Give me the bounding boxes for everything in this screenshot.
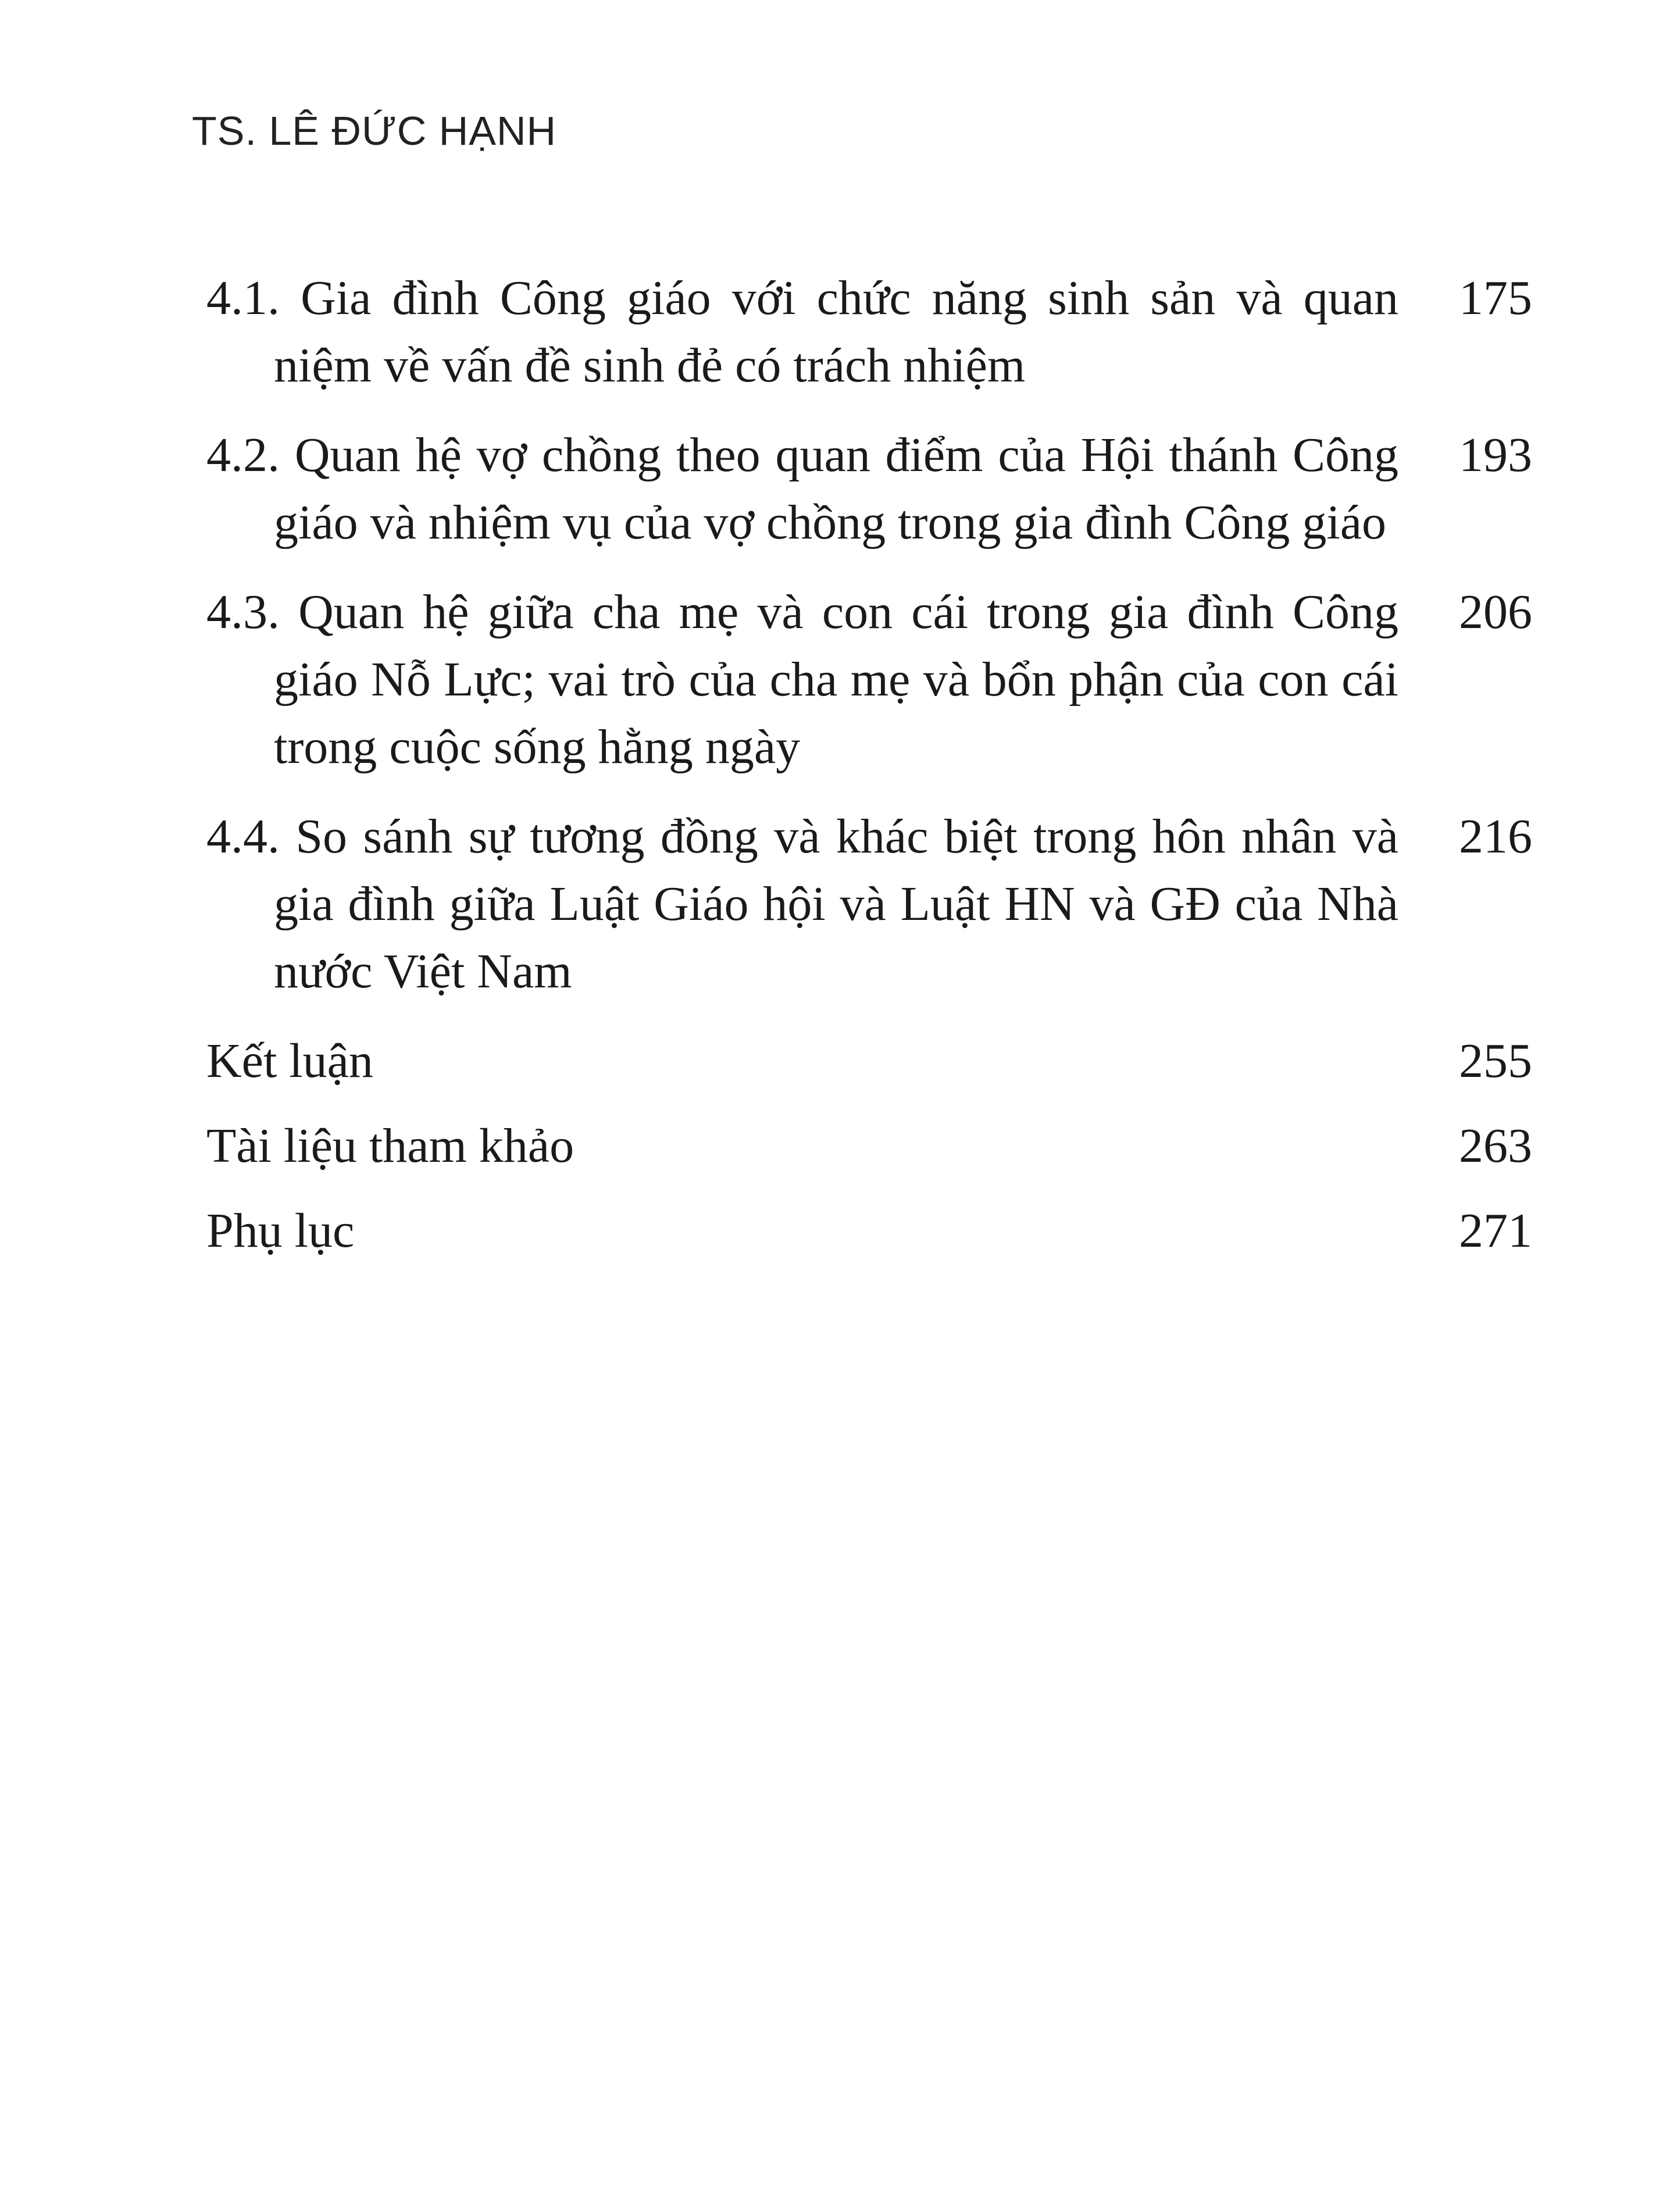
toc-entry-page: 175 [1459, 271, 1532, 325]
toc-entry [206, 265, 1532, 399]
toc-entry-page: 216 [1459, 809, 1532, 864]
toc-entry-page: 263 [1459, 1119, 1532, 1173]
toc-entry-page: 255 [1459, 1034, 1532, 1088]
table-of-contents [206, 265, 1532, 1282]
toc-entry-title: 4.4. So sánh sự tương đồng và khác biệt trong hôn nhân và gia đình giữa Luật Giáo hội và Luật HN và GĐ của Nhà nước Việt Nam [206, 809, 1398, 998]
toc-entry [206, 1197, 1532, 1265]
toc-entry-title: Tài liệu tham khảo [206, 1119, 574, 1173]
toc-entry [206, 1112, 1532, 1180]
toc-entry-page: 193 [1459, 428, 1532, 482]
toc-entry-title: 4.1. Gia đình Công giáo với chức năng sinh sản và quan niệm về vấn đề sinh đẻ có trách nhiệm [206, 271, 1398, 393]
toc-entry [206, 422, 1532, 556]
toc-entry-title: 4.2. Quan hệ vợ chồng theo quan điểm của Hội thánh Công giáo và nhiệm vụ của vợ chồng trong gia đình Công giáo [206, 428, 1398, 550]
toc-entry [206, 579, 1532, 781]
toc-entry-title: 4.3. Quan hệ giữa cha mẹ và con cái trong gia đình Công giáo Nỗ Lực; vai trò của cha mẹ và bổn phận của con cái trong cuộc sống hằng ngày [206, 585, 1398, 774]
toc-entry-page: 271 [1459, 1204, 1532, 1258]
toc-entry-page: 206 [1459, 585, 1532, 639]
toc-entry [206, 803, 1532, 1005]
toc-entry [206, 1027, 1532, 1095]
toc-entry-title: Kết luận [206, 1034, 373, 1088]
running-head: TS. LÊ ĐỨC HẠNH [192, 108, 557, 154]
toc-entry-title: Phụ lục [206, 1204, 355, 1258]
